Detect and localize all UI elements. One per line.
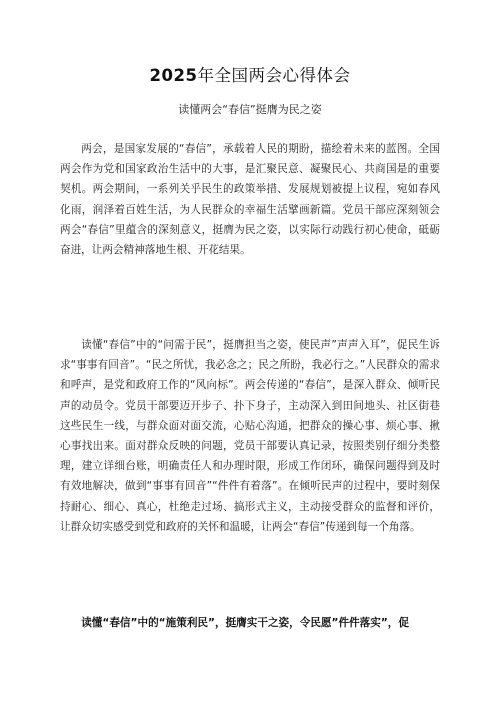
title-year: 2025	[149, 66, 198, 85]
title-text: 年全国两会心得体会	[197, 66, 351, 85]
paragraph-intro: 两会，是国家发展的“春信”，承载着人民的期盼，描绘着未来的蓝图。全国两会作为党和国家政治生活中的大事，是汇聚民意、凝聚民心、共商国是的重要契机。两会期间，一系列关乎民生的政策举措、发展规划被提上议程，宛如春风化雨，润泽着百姓生活，为人民群众的幸福生活擘画新篇。党员干部应深刻领会两会“春信”里蕴含的深刻意义，挺膺为民之姿，以实际行动践行初心使命，砥砺奋进，让两会精神落地生根、开花结果。	[60, 143, 440, 257]
paragraph-listen-to-people: 读懂“春信”中的“问需于民”，挺膺担当之姿，使民声”声声入耳”，促民生诉求“事事有回音”。“民之所忧，我必念之；民之所盼，我必行之。”人民群众的需求和呼声，是党和政府工作的“风向标”。两会传递的“春信”，是深入群众、倾听民声的动员令。党员干部要迈开步子、扑下身子，主动深入到田间地头、社区街巷这些民生一线，与群众面对面交流，心贴心沟通，把群众的操心事、烦心事、揪心事找出来。面对群众反映的问题，党员干部要认真记录，按照类别仔细分类整理，建立详细台账，明确责任人和办理时限，形成工作闭环，确保问题得到及时有效地解决，做到“事事有回音”“件件有着落”。在倾听民声的过程中，要时刻保持耐心、细心、真心，杜绝走过场、搞形式主义，主动接受群众的监督和评价，让群众切实感受到党和政府的关怀和温暖，让两会“春信”传递到每一个角落。	[60, 339, 440, 533]
paragraph-policy-heading: 读懂“春信”中的“施策利民”，挺膺实干之姿，令民愿”件件落实”，促	[81, 617, 409, 629]
document-title	[0, 62, 500, 86]
document-subtitle: 读懂两会“春信”挺膺为民之姿	[178, 103, 322, 116]
